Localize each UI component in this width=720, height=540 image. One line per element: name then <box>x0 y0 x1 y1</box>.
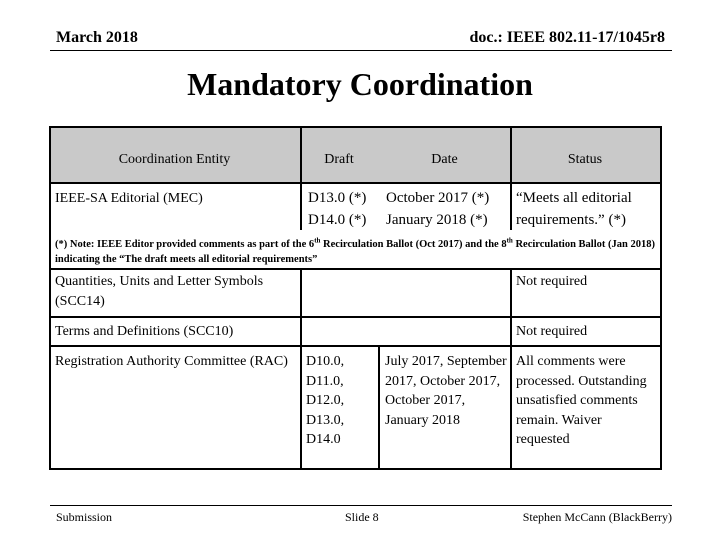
footer-author: Stephen McCann (BlackBerry) <box>522 510 672 524</box>
row-mec-date-1: October 2017 (*) <box>386 190 490 206</box>
table-rule <box>378 345 380 469</box>
table-rule <box>510 268 512 469</box>
row-rac-status: All comments were processed. Outstanding unsatisfied comments remain. Waiver requested <box>516 354 647 447</box>
header-date: March 2018 <box>56 29 138 46</box>
table-rule <box>49 316 662 318</box>
footer-submission: Submission <box>56 510 113 524</box>
slide-title: Mandatory Coordination <box>187 66 533 102</box>
column-header-date: Date <box>431 152 458 167</box>
column-header-status: Status <box>567 152 603 167</box>
column-header-draft: Draft <box>324 152 354 167</box>
table-rule <box>300 268 302 469</box>
table-rule <box>510 126 512 230</box>
header-rule <box>50 50 672 51</box>
footer-rule <box>50 505 672 506</box>
table-rule <box>49 345 662 347</box>
row-rac-date: July 2017, September 2017, October 2017, October 2017, January 2018 <box>385 354 507 428</box>
table-rule <box>49 182 662 184</box>
row-rac-draft: D10.0, D11.0, D12.0, D13.0, D14.0 <box>306 354 345 447</box>
table-rule <box>300 126 302 230</box>
row-mec-date <box>386 187 510 231</box>
row-mec-draft <box>308 187 388 231</box>
row-mec-status: “Meets all editorial requirements.” (*) <box>516 190 632 228</box>
note-superscript: th <box>314 236 321 245</box>
table-rule <box>49 126 51 469</box>
row-mec-date-2: January 2018 (*) <box>386 212 488 228</box>
note-superscript: th <box>506 236 513 245</box>
row-scc14-status: Not required <box>516 274 588 289</box>
table-rule <box>49 126 662 128</box>
row-mec-entity: IEEE-SA Editorial (MEC) <box>55 191 203 206</box>
header-doc-id: doc.: IEEE 802.11-17/1045r8 <box>469 29 665 46</box>
table-rule <box>49 468 662 470</box>
footer-slide-number: Slide 8 <box>345 510 379 524</box>
note-text: Recirculation Ballot (Oct 2017) and the 8 <box>320 239 507 250</box>
editor-note <box>55 237 658 267</box>
row-scc10-status: Not required <box>516 324 588 339</box>
row-scc14-entity: Quantities, Units and Letter Symbols (SCC14) <box>55 274 264 309</box>
note-text: Recirculation Ballot (Jan 2018) indicating the “The draft meets all editorial requirements” <box>55 239 655 265</box>
table-rule <box>49 268 662 270</box>
row-scc10-entity: Terms and Definitions (SCC10) <box>55 324 234 339</box>
column-header-entity: Coordination Entity <box>118 152 231 167</box>
row-mec-draft-2: D14.0 (*) <box>308 212 367 228</box>
row-mec-draft-1: D13.0 (*) <box>308 190 367 206</box>
table-rule <box>660 126 662 469</box>
note-text: (*) Note: IEEE Editor provided comments as part of the 6 <box>55 239 315 250</box>
row-rac-entity: Registration Authority Committee (RAC) <box>55 354 288 369</box>
